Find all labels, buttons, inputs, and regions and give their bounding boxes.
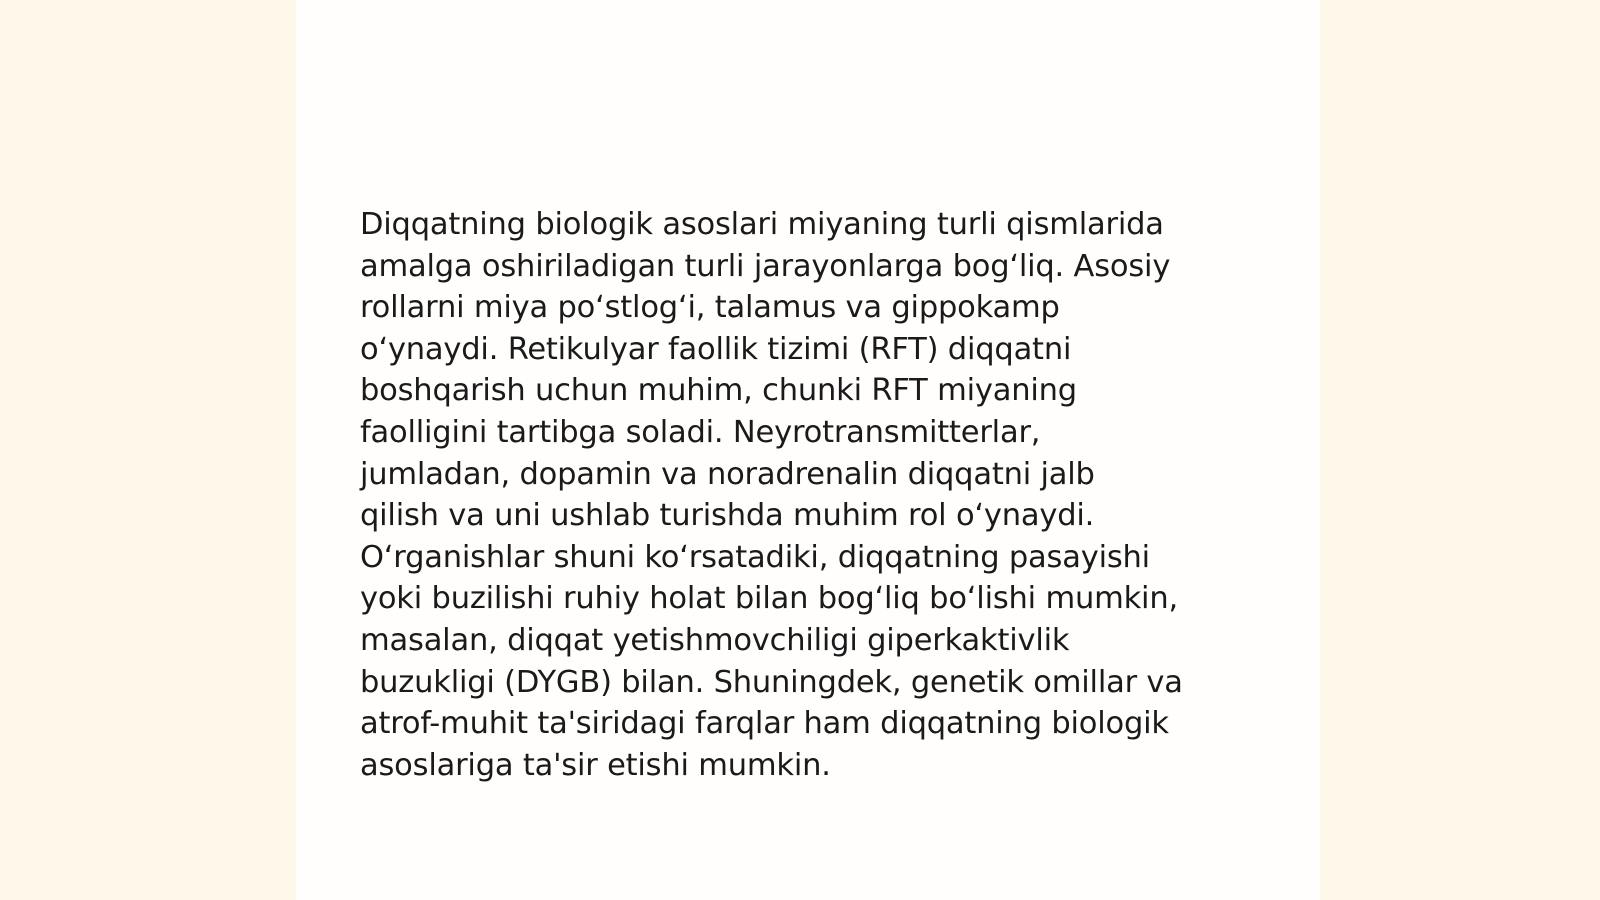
text-line: O‘rganishlar shuni ko‘rsatadiki, diqqatning pasayishi	[360, 539, 1150, 575]
text-line: masalan, diqqat yetishmovchiligi giperkaktivlik	[360, 622, 1070, 658]
text-line: faolligini tartibga soladi. Neyrotransmitterlar,	[360, 414, 1041, 450]
text-line: o‘ynaydi. Retikulyar faollik tizimi (RFT) diqqatni	[360, 331, 1072, 367]
text-line: buzukligi (DYGB) bilan. Shuningdek, genetik omillar va	[360, 664, 1183, 700]
slide-body-text	[360, 204, 1260, 786]
text-line: asoslariga ta'sir etishi mumkin.	[360, 747, 831, 783]
text-line: amalga oshiriladigan turli jarayonlarga bog‘liq. Asosiy	[360, 248, 1171, 284]
text-line: Diqqatning biologik asoslari miyaning turli qismlarida	[360, 207, 1164, 242]
text-line: yoki buzilishi ruhiy holat bilan bog‘liq bo‘lishi mumkin,	[360, 581, 1178, 617]
text-line: boshqarish uchun muhim, chunki RFT miyaning	[360, 373, 1077, 409]
text-line: rollarni miya po‘stlog‘i, talamus va gippokamp	[360, 290, 1060, 326]
text-line: atrof-muhit ta'siridagi farqlar ham diqqatning biologik	[360, 706, 1169, 742]
slide	[296, 0, 1320, 900]
text-line: qilish va uni ushlab turishda muhim rol o‘ynaydi.	[360, 498, 1095, 534]
text-line: jumladan, dopamin va noradrenalin diqqatni jalb	[360, 456, 1095, 492]
